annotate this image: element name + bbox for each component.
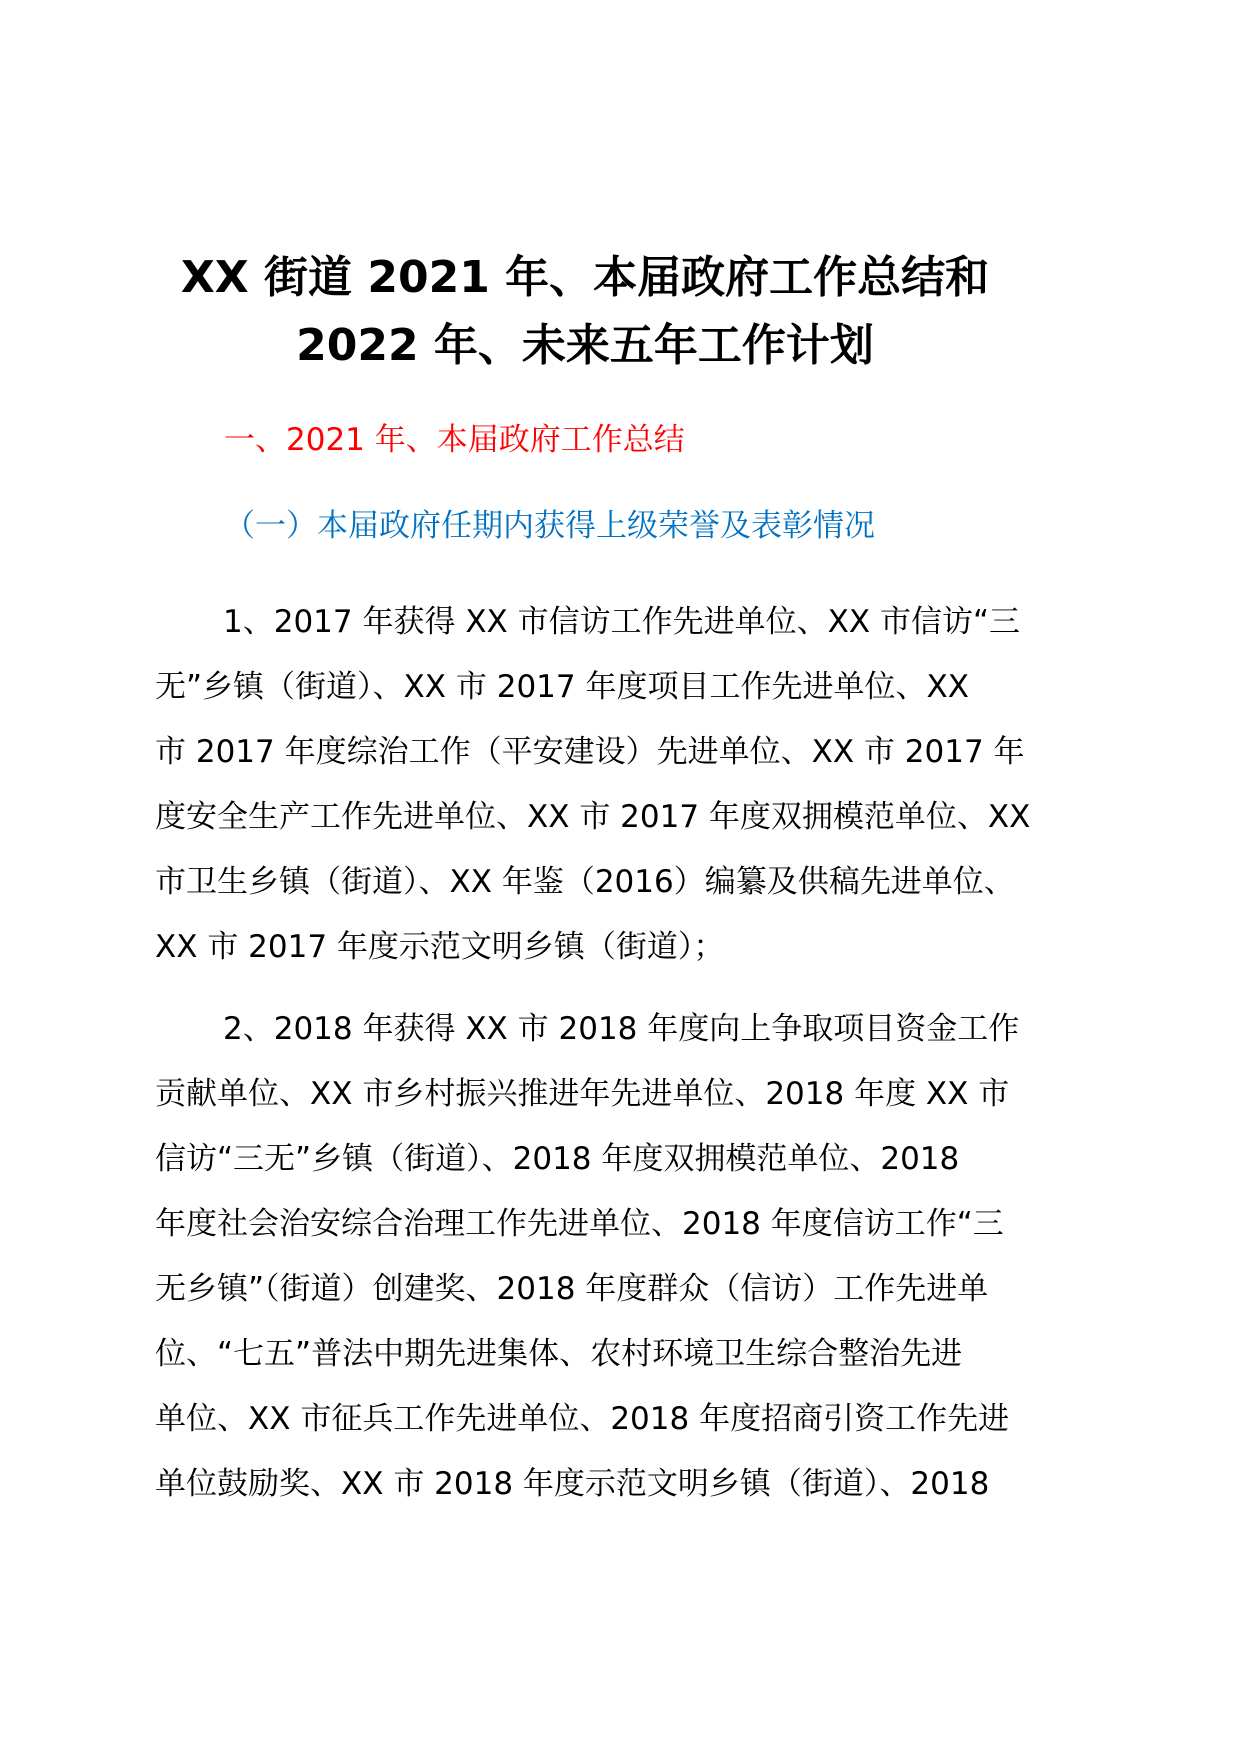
paragraph-line: 单位、XX 市征兵工作先进单位、2018 年度招商引资工作先进 — [155, 1401, 1010, 1437]
paragraph-line: 信访“三无”乡镇（街道）、2018 年度双拥模范单位、2018 — [155, 1141, 960, 1177]
paragraph-line: 贡献单位、XX 市乡村振兴推进年先进单位、2018 年度 XX 市 — [155, 1076, 1010, 1112]
document-title-line-1: XX 街道 2021 年、本届政府工作总结和 — [180, 252, 990, 303]
subsection-heading: （一）本届政府任期内获得上级荣誉及表彰情况 — [224, 508, 875, 544]
paragraph-line: 度安全生产工作先进单位、XX 市 2017 年度双拥模范单位、XX — [155, 799, 1031, 835]
paragraph-line: 位、“七五”普法中期先进集体、农村环境卫生综合整治先进 — [155, 1336, 963, 1372]
paragraph-line: 2、2018 年获得 XX 市 2018 年度向上争取项目资金工作 — [223, 1011, 1020, 1047]
paragraph-line: 无乡镇”（街道）创建奖、2018 年度群众（信访）工作先进单 — [155, 1271, 989, 1307]
paragraph-1 — [155, 590, 1095, 980]
paragraph-line: 市卫生乡镇（街道）、XX 年鉴（2016）编纂及供稿先进单位、 — [155, 864, 1015, 900]
paragraph-line: XX 市 2017 年度示范文明乡镇（街道）； — [155, 929, 725, 965]
section-heading: 一、2021 年、本届政府工作总结 — [224, 422, 685, 458]
document-title-line-2: 2022 年、未来五年工作计划 — [296, 320, 874, 371]
paragraph-line: 1、2017 年获得 XX 市信访工作先进单位、XX 市信访“三 — [223, 604, 1021, 640]
paragraph-line: 年度社会治安综合治理工作先进单位、2018 年度信访工作“三 — [155, 1206, 1004, 1242]
paragraph-line: 无”乡镇（街道）、XX 市 2017 年度项目工作先进单位、XX — [155, 669, 969, 705]
paragraph-line: 市 2017 年度综治工作（平安建设）先进单位、XX 市 2017 年 — [155, 734, 1025, 770]
paragraph-2 — [155, 997, 1095, 1517]
paragraph-line: 单位鼓励奖、XX 市 2018 年度示范文明乡镇（街道）、2018 — [155, 1466, 990, 1502]
